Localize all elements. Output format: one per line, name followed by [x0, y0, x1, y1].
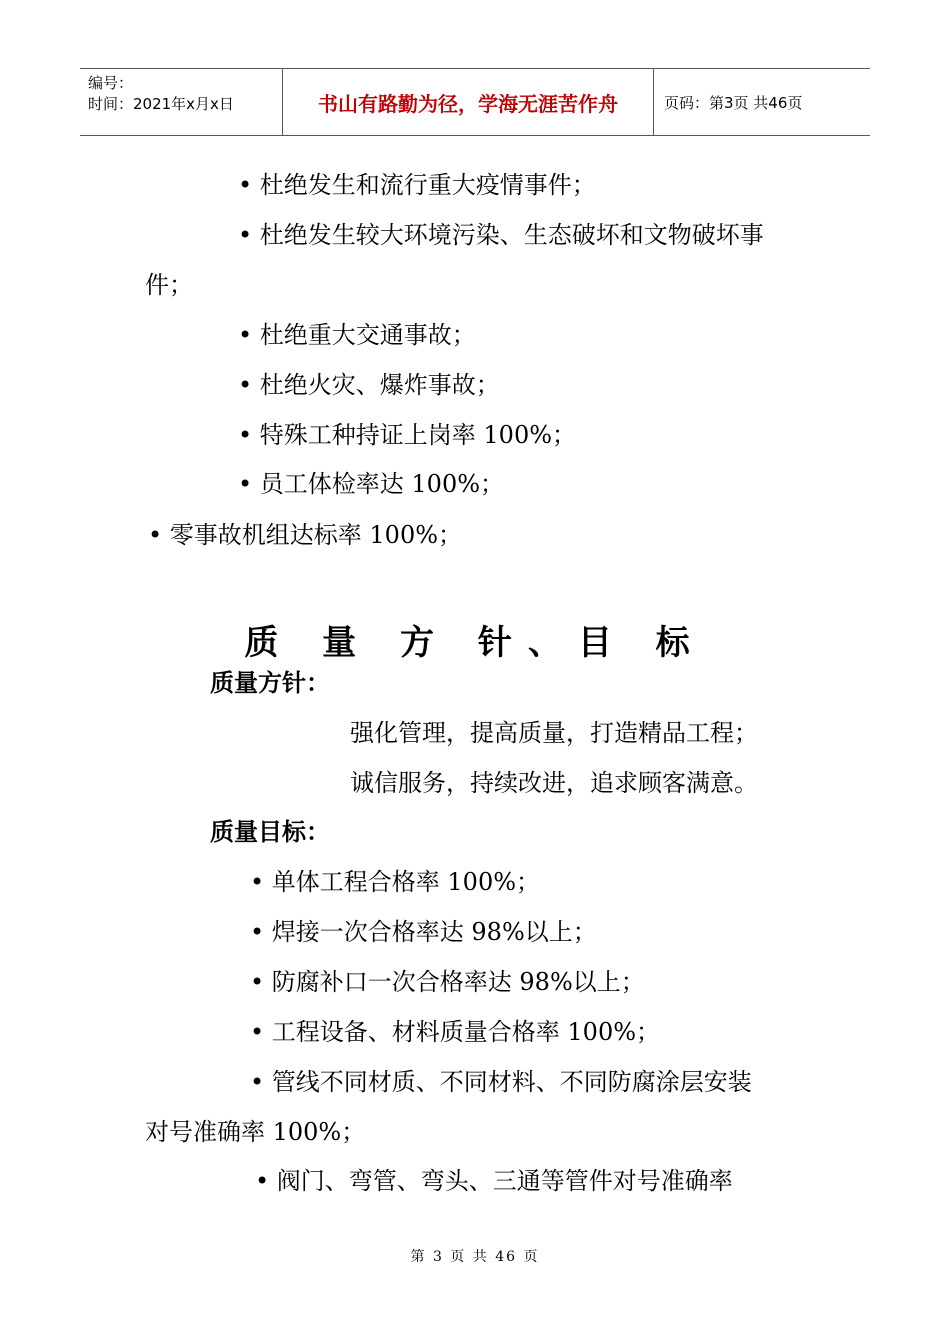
goal-item: • 管线不同材质、不同材料、不同防腐涂层安装 [250, 1068, 752, 1096]
goal-item: • 单体工程合格率 100%； [250, 868, 541, 896]
policy-line: 诚信服务，持续改进，追求顾客满意。 [350, 769, 758, 797]
safety-item: • 杜绝重大交通事故； [238, 321, 476, 349]
goal-item: • 防腐补口一次合格率达 98%以上； [250, 968, 645, 996]
safety-item: • 杜绝发生较大环境污染、生态破坏和文物破坏事 [238, 221, 764, 249]
goal-item: • 工程设备、材料质量合格率 100%； [250, 1018, 661, 1046]
section-title: 质 量 方 针、目 标 [244, 623, 706, 663]
page-footer: 第 3 页 共 46 页 [410, 1249, 540, 1265]
safety-item: • 员工体检率达 100%； [238, 470, 505, 498]
page-header [80, 68, 870, 136]
goal-item-continuation: 对号准确率 100%； [145, 1118, 366, 1146]
goal-item: • 焊接一次合格率达 98%以上； [250, 918, 597, 946]
header-page-info: 页码：第3页 共46页 [664, 93, 803, 112]
header-meta [80, 69, 282, 135]
safety-item: • 杜绝发生和流行重大疫情事件； [238, 171, 596, 199]
header-motto: 书山有路勤为径，学海无涯苦作舟 [282, 69, 654, 135]
goals-heading: 质量目标： [210, 818, 330, 846]
doc-date-label: 时间：2021年x月x日 [88, 95, 234, 113]
safety-item-continuation: 件； [145, 271, 193, 299]
safety-item: • 特殊工种持证上岗率 100%； [238, 421, 577, 449]
policy-line: 强化管理，提高质量，打造精品工程； [350, 719, 758, 747]
goal-item: • 阀门、弯管、弯头、三通等管件对号准确率 [255, 1167, 733, 1195]
doc-number-label: 编号： [88, 74, 134, 92]
policy-heading: 质量方针： [210, 669, 330, 697]
safety-item: • 零事故机组达标率 100%； [148, 521, 463, 549]
safety-item: • 杜绝火灾、爆炸事故； [238, 371, 500, 399]
